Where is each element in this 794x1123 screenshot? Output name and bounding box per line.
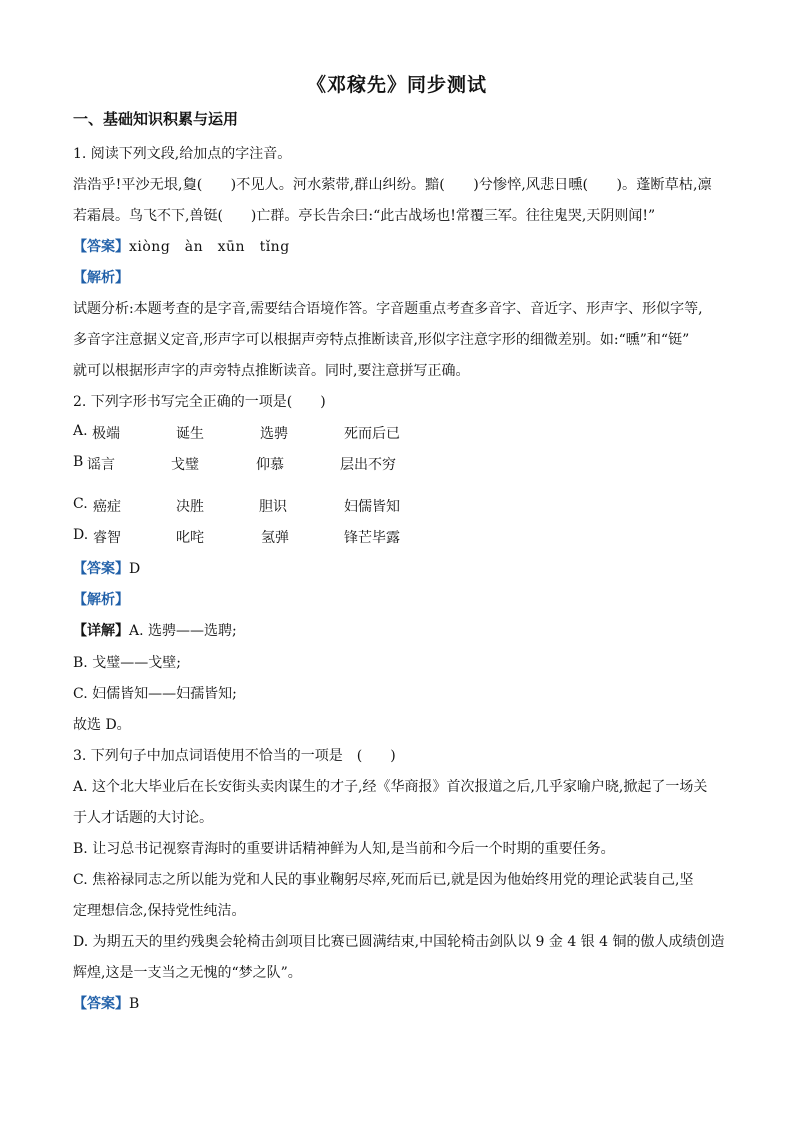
detail-tag: 【详解】 bbox=[73, 623, 129, 639]
option-word: 妇儒皆知 bbox=[344, 499, 400, 515]
section-heading: 一、基础知识积累与运用 bbox=[73, 110, 239, 128]
q3-option-a-line2: 于人才话题的大讨论。 bbox=[73, 810, 213, 826]
option-word: 层出不穷 bbox=[340, 457, 396, 473]
q1-analysis-line1: 试题分析:本题考查的是字音,需要结合语境作答。字音题重点考查多音字、音近字、形声字、形似字等, bbox=[73, 301, 703, 317]
q1-analysis-line3: 就可以根据形声字的声旁特点推断读音。同时,要注意拼写正确。 bbox=[73, 363, 470, 379]
answer-tag: 【答案】 bbox=[73, 561, 129, 577]
analysis-tag: 【解析】 bbox=[73, 270, 129, 286]
q2-detail-line4: 故选 D。 bbox=[73, 717, 131, 733]
option-word: 锋芒毕露 bbox=[344, 530, 400, 546]
q1-stem: 1. 阅读下列文段,给加点的字注音。 bbox=[73, 146, 292, 162]
option-word: 仰慕 bbox=[256, 457, 284, 473]
q3-option-c-line1: C. 焦裕禄同志之所以能为党和人民的事业鞠躬尽瘁,死而后已,就是因为他始终用党的理论武装自己,坚 bbox=[73, 872, 694, 888]
q2-detail-text: A. 选骋——选聘; bbox=[129, 623, 237, 639]
option-label: B bbox=[73, 454, 84, 470]
option-word: 戈璧 bbox=[171, 457, 199, 473]
q3-option-b: B. 让习总书记视察青海时的重要讲话精神鲜为人知,是当前和今后一个时期的重要任务。 bbox=[73, 841, 615, 857]
q1-passage-line2: 若霜晨。鸟飞不下,兽铤( )亡群。亭长告余曰:“此古战场也!常覆三军。往往鬼哭,天阴则闻!” bbox=[73, 208, 656, 224]
option-word: 氢弹 bbox=[261, 530, 289, 546]
q1-answer-text: xiòng àn xūn tǐng bbox=[129, 239, 290, 255]
q3-option-a-line1: A. 这个北大毕业后在长安街头卖肉谋生的才子,经《华商报》首次报道之后,几乎家喻户晓,掀起了一场关 bbox=[73, 779, 708, 795]
option-word: 死而后已 bbox=[344, 426, 400, 442]
option-label: C. bbox=[73, 496, 88, 512]
q1-passage-line1: 浩浩乎!平沙无垠,敻( )不见人。河水萦带,群山纠纷。黯( )兮惨悴,风悲日曛( )。蓬断草枯,凛 bbox=[73, 177, 712, 193]
option-word: 癌症 bbox=[93, 499, 121, 515]
q3-answer-text: B bbox=[129, 996, 140, 1012]
analysis-tag: 【解析】 bbox=[73, 592, 129, 608]
q3-option-d-line1: D. 为期五天的里约残奥会轮椅击剑项目比赛已圆满结束,中国轮椅击剑队以 9 金 4 银 4 铜的傲人成绩创造 bbox=[73, 934, 725, 950]
option-word: 叱咤 bbox=[176, 530, 204, 546]
option-label: A. bbox=[73, 423, 88, 439]
option-word: 胆识 bbox=[259, 499, 287, 515]
option-label: D. bbox=[73, 527, 89, 543]
q2-answer-text: D bbox=[129, 561, 141, 577]
q2-detail-line2: B. 戈璧——戈壁; bbox=[73, 655, 181, 671]
option-word: 睿智 bbox=[93, 530, 121, 546]
q1-answer bbox=[73, 236, 723, 256]
q1-analysis-tag bbox=[73, 267, 723, 287]
answer-tag: 【答案】 bbox=[73, 996, 129, 1012]
option-word: 谣言 bbox=[87, 457, 115, 473]
q3-option-c-line2: 定理想信念,保持党性纯洁。 bbox=[73, 903, 246, 919]
q3-option-d-line2: 辉煌,这是一支当之无愧的“梦之队”。 bbox=[73, 965, 302, 981]
q2-analysis-tag bbox=[73, 589, 723, 609]
q2-answer bbox=[73, 558, 723, 578]
q2-stem: 2. 下列字形书写完全正确的一项是( ) bbox=[73, 394, 326, 410]
q3-stem: 3. 下列句子中加点词语使用不恰当的一项是 ( ) bbox=[73, 748, 396, 764]
q1-analysis-line2: 多音字注意据义定音,形声字可以根据声旁特点推断读音,形似字注意字形的细微差别。如:“曛”和“铤” bbox=[73, 332, 690, 348]
q2-detail-line1 bbox=[73, 620, 723, 640]
option-word: 诞生 bbox=[176, 426, 204, 442]
page-title: 《邓稼先》同步测试 bbox=[306, 74, 487, 96]
option-word: 极端 bbox=[92, 426, 120, 442]
option-word: 选骋 bbox=[260, 426, 288, 442]
q2-detail-line3: C. 妇儒皆知——妇孺皆知; bbox=[73, 686, 237, 702]
q3-answer bbox=[73, 993, 723, 1013]
option-word: 决胜 bbox=[176, 499, 204, 515]
answer-tag: 【答案】 bbox=[73, 239, 129, 255]
